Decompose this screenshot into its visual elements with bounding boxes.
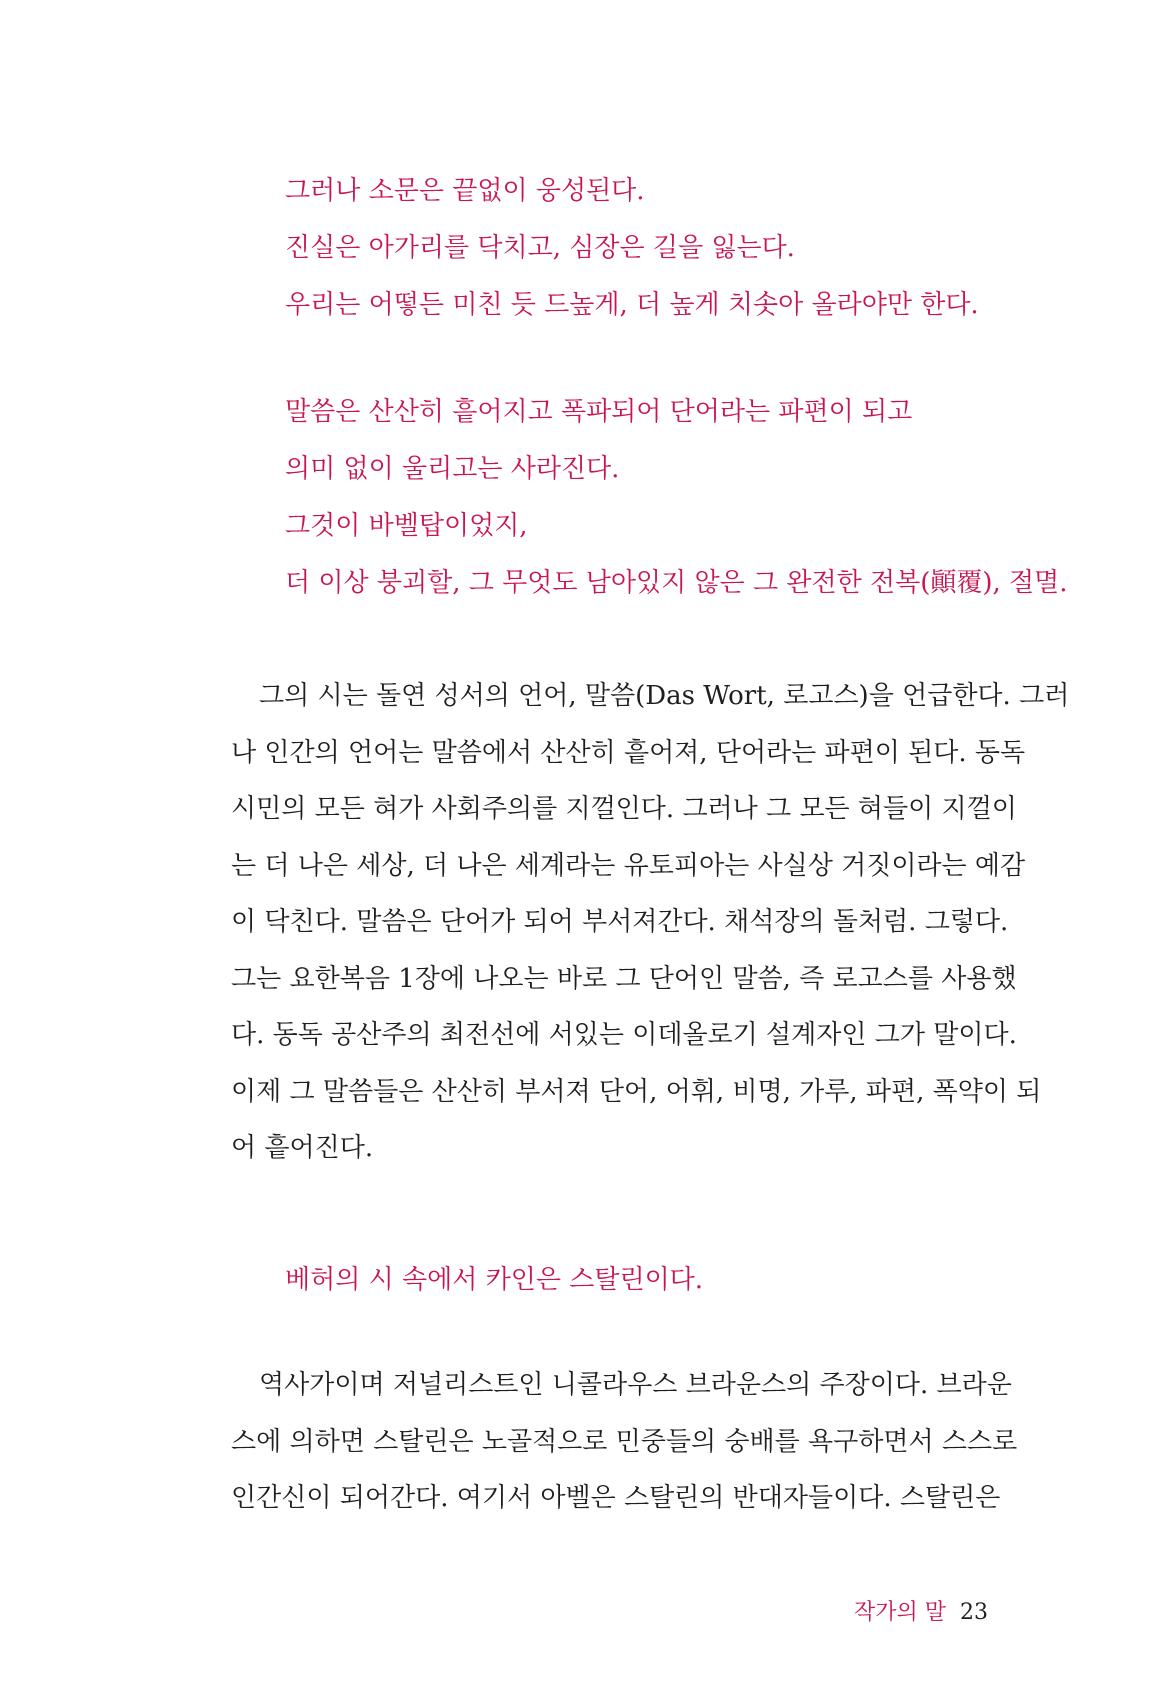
paragraph-line: 그의 시는 돌연 성서의 언어, 말씀(Das Wort, 로고스)을 언급한다. 그러 <box>259 681 1070 711</box>
quote-line: 베허의 시 속에서 카인은 스탈린이다. <box>285 1265 704 1295</box>
paragraph-line: 역사가이며 저널리스트인 니콜라우스 브라운스의 주장이다. 브라운 <box>259 1370 1012 1400</box>
poem-line: 그러나 소문은 끝없이 웅성된다. <box>285 176 645 206</box>
paragraph-line: 이 닥친다. 말씀은 단어가 되어 부서져간다. 채석장의 돌처럼. 그렇다. <box>231 907 1009 937</box>
poem-block-1 <box>285 163 979 334</box>
poem-line: 우리는 어떻든 미친 듯 드높게, 더 높게 치솟아 올라야만 한다. <box>285 290 979 320</box>
poem-block-2 <box>285 384 1068 612</box>
paragraph-line: 인간신이 되어간다. 여기서 아벨은 스탈린의 반대자들이다. 스탈린은 <box>231 1483 1001 1513</box>
poem-line: 의미 없이 울리고는 사라진다. <box>285 454 620 484</box>
paragraph-line: 시민의 모든 혀가 사회주의를 지껄인다. 그러나 그 모든 혀들이 지껄이 <box>231 794 1017 824</box>
page-footer <box>854 1595 988 1626</box>
poem-line: 그것이 바벨탑이었지, <box>285 511 528 541</box>
paragraph-line: 이제 그 말씀들은 산산히 부서져 단어, 어휘, 비명, 가루, 파편, 폭약이 되 <box>231 1076 1042 1107</box>
body-paragraph-1 <box>231 668 1070 1177</box>
poem-line: 진실은 아가리를 닥치고, 심장은 길을 잃는다. <box>285 233 795 263</box>
paragraph-line: 는 더 나은 세상, 더 나은 세계라는 유토피아는 사실상 거짓이라는 예감 <box>231 850 1026 881</box>
poem-line: 말씀은 산산히 흩어지고 폭파되어 단어라는 파편이 되고 <box>285 397 913 427</box>
page-number: 23 <box>960 1600 988 1625</box>
paragraph-line: 다. 동독 공산주의 최전선에 서있는 이데올로기 설계자인 그가 말이다. <box>231 1020 1017 1050</box>
running-footer-section: 작가의 말 <box>853 1600 946 1625</box>
poem-line: 더 이상 붕괴할, 그 무엇도 남아있지 않은 그 완전한 전복(顚覆), 절멸. <box>285 568 1068 598</box>
paragraph-line: 어 흩어진다. <box>231 1133 374 1163</box>
paragraph-line: 스에 의하면 스탈린은 노골적으로 민중들의 숭배를 욕구하면서 스스로 <box>231 1426 1018 1457</box>
body-paragraph-2 <box>231 1357 1018 1527</box>
paragraph-line: 그는 요한복음 1장에 나오는 바로 그 단어인 말씀, 즉 로고스를 사용했 <box>231 963 1017 994</box>
paragraph-line: 나 인간의 언어는 말씀에서 산산히 흩어져, 단어라는 파편이 된다. 동독 <box>231 737 1026 768</box>
